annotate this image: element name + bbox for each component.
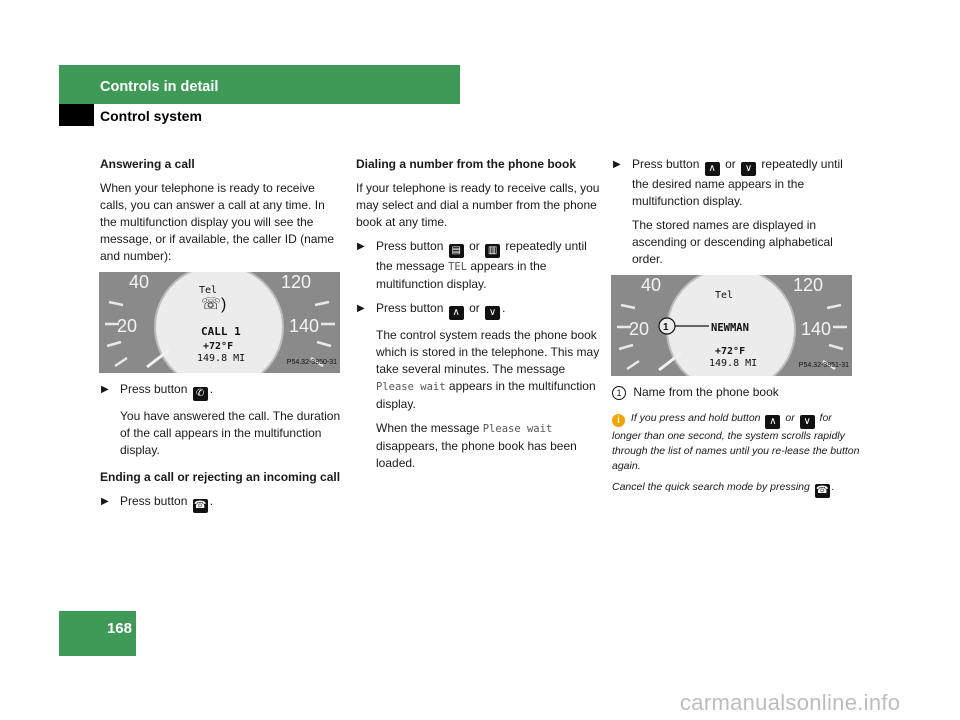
- speed-40-label: 40: [641, 275, 662, 295]
- phone-hangup-button-icon: ☎: [816, 485, 829, 496]
- arrow-down-button-icon: ∨: [741, 162, 756, 176]
- heading-ending-call: Ending a call or rejecting an incoming call: [100, 470, 341, 484]
- display-mileage: 149.8 MI: [197, 353, 246, 364]
- heading-answering-call: Answering a call: [100, 157, 195, 171]
- speed-120-label: 120: [793, 275, 824, 295]
- info-note: [612, 411, 860, 498]
- speed-140-label: 140: [289, 316, 320, 336]
- display-temperature: +72°F: [715, 346, 746, 357]
- para-answered: You have answered the call. The duration of the call appears in the multifunction display.: [120, 409, 341, 457]
- phone-ringing-icon: ☏): [201, 296, 227, 313]
- header-marker: [59, 104, 94, 126]
- instrument-cluster-figure-call: [99, 272, 340, 373]
- display-tel-label: Tel: [715, 290, 734, 301]
- column-3: [612, 156, 860, 504]
- chapter-title: Controls in detail: [100, 79, 219, 95]
- para-stored-names: The stored names are displayed in ascending or descending alphabetical order.: [632, 218, 833, 266]
- display-name-newman: NEWMAN: [711, 322, 749, 334]
- display-call-line: CALL 1: [201, 325, 241, 338]
- arrow-up-button-icon: ∧: [705, 162, 720, 176]
- figure-callout-number: 1: [663, 322, 669, 333]
- speed-20-label: 20: [117, 316, 138, 336]
- figure-caption: 1 Name from the phone book: [612, 384, 860, 401]
- tel-message: TEL: [448, 261, 468, 273]
- page-number: 168: [106, 620, 132, 637]
- display-tel-label: Tel: [199, 285, 218, 296]
- para-answering-call: When your telephone is ready to receive calls, you can answer a call at any time. In the multifunction display you will see the message, or if available, the caller ID (name and number):: [100, 181, 335, 263]
- speed-40-label: 40: [129, 272, 150, 292]
- display-next-button-icon: ▤: [449, 244, 464, 258]
- arrow-down-button-icon: ∨: [485, 306, 500, 320]
- caption-number: 1: [612, 386, 626, 400]
- please-wait-message: Please wait: [482, 423, 553, 435]
- arrow-down-button-icon: ∨: [800, 415, 815, 429]
- figure-code: P54.32-3850-31: [286, 359, 337, 366]
- section-title: Control system: [100, 108, 202, 124]
- arrow-up-button-icon: ∧: [449, 306, 464, 320]
- speed-120-label: 120: [281, 272, 312, 292]
- heading-dialing: Dialing a number from the phone book: [356, 157, 577, 171]
- bullet-arrow-icon: ▶: [101, 496, 109, 507]
- note-quick-scroll: i If you press and hold button ∧ or ∨ for longer than one second, the system scrolls rapidly through the list of names until you re-lease the button again.: [612, 412, 860, 472]
- column-1: [100, 156, 344, 520]
- arrow-up-button-icon: ∧: [765, 415, 780, 429]
- para-dialing: If your telephone is ready to receive calls, you may select and dial a number from the phone book at any time.: [356, 181, 600, 229]
- info-icon: i: [612, 414, 625, 427]
- bullet-press-display: ▶ Press button ▤ or ▥ repeatedly until the message TEL appears in the multifunction display.: [357, 239, 587, 291]
- display-temperature: +72°F: [203, 341, 234, 352]
- bullet-arrow-icon: ▶: [357, 241, 365, 252]
- bullet-arrow-icon: ▶: [613, 159, 621, 170]
- phone-answer-button-icon: ✆: [193, 387, 208, 401]
- footer-watermark-url: carmanualsonline.info: [680, 690, 901, 715]
- speed-140-label: 140: [801, 319, 832, 339]
- phone-hangup-button-icon: ☎: [193, 500, 207, 511]
- display-prev-button-icon: ▥: [485, 244, 500, 258]
- figure-code: P54.32-3851-31: [798, 362, 849, 369]
- bullet-press-scroll: ▶ Press button ∧ or ∨ repeatedly until the desired name appears in the multifunction display.: [613, 157, 843, 208]
- para-reads-phonebook: The control system reads the phone book which is stored in the telephone. This may take several minutes. The message Please wait appears in the multifunction display.: [376, 328, 600, 411]
- para-loaded: When the message Please wait disappears, the phone book has been loaded.: [376, 421, 577, 470]
- bullet-press-end: ▶ Press button ☎ .: [101, 494, 214, 511]
- bullet-press-answer: ▶ Press button ✆ .: [101, 382, 214, 399]
- please-wait-message: Please wait: [376, 381, 446, 393]
- column-2: [356, 156, 600, 479]
- speed-20-label: 20: [629, 319, 650, 339]
- note-cancel-quick-search: Cancel the quick search mode by pressing ☎ .: [612, 481, 835, 496]
- instrument-cluster-figure-name: [611, 275, 852, 376]
- bullet-press-up-down: ▶ Press button ∧ or ∨ .: [357, 301, 506, 318]
- display-mileage: 149.8 MI: [709, 358, 758, 369]
- bullet-arrow-icon: ▶: [357, 303, 365, 314]
- bullet-arrow-icon: ▶: [101, 384, 109, 395]
